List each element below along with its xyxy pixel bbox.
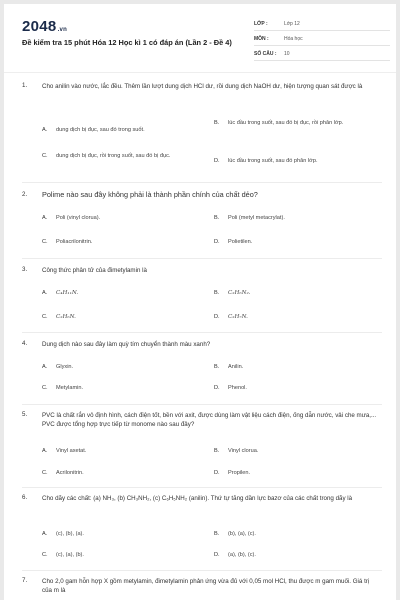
question-text: Cho 2,0 gam hỗn hợp X gồm metylamin, đimetylamin phản ứng vừa đủ với 0,05 mol HCl, thu được m gam muối. Giá trị của m là — [42, 578, 370, 594]
option-b[interactable]: B. Poli (metyl metacrylat). — [214, 215, 285, 221]
option-a[interactable]: A. C₄H₁₁N. — [42, 290, 79, 296]
option-b[interactable]: B. Vinyl clorua. — [214, 448, 259, 454]
question-text: Cho anilin vào nước, lắc đều. Thêm lần lượt dung dịch HCl dư, rồi dung dịch NaOH dư, hiện tượng quan sát được là — [42, 83, 363, 90]
meta-row-class: LỚP : Lớp 12 — [254, 18, 390, 31]
option-c[interactable]: C. Poliacrilonitrin. — [42, 239, 93, 245]
option-c[interactable]: C. (c), (a), (b). — [42, 552, 84, 558]
meta-row-subject: MÔN : Hóa học — [254, 33, 390, 46]
option-a[interactable]: A. Vinyl axetat. — [42, 448, 87, 454]
option-b[interactable]: B. lúc đầu trong suốt, sau đó bị đục, rồi phân lớp. — [214, 120, 344, 126]
divider — [22, 332, 382, 333]
option-c[interactable]: C. Metylamin. — [42, 385, 84, 391]
option-c[interactable]: C. C₂H₆N. — [42, 314, 76, 320]
option-d[interactable]: D. Polietilen. — [214, 239, 253, 245]
question-text: PVC là chất rắn vô định hình, cách điện tốt, bền với axit, được dùng làm vật liệu cách điện, ống dẫn nước, vải che mưa,... PVC được tổng hợp trực tiếp từ monome nào sau đây? — [42, 412, 377, 428]
divider — [22, 182, 382, 183]
site-logo[interactable]: 2048.vn — [22, 18, 68, 35]
option-d[interactable]: D. lúc đầu trong suốt, sau đó phân lớp. — [214, 158, 318, 164]
option-b[interactable]: B. C₂H₆N₂. — [214, 290, 251, 296]
option-a[interactable]: A. dung dịch bị đục, sau đó trong suốt. — [42, 127, 145, 133]
option-c[interactable]: C. dung dịch bị đục, rồi trong suốt, sau đó bị đục. — [42, 153, 171, 159]
question-text: Polime nào sau đây không phải là thành phần chính của chất dẻo? — [42, 190, 258, 199]
option-b[interactable]: B. (b), (a), (c). — [214, 531, 256, 537]
divider — [22, 487, 382, 488]
header — [4, 4, 396, 73]
option-a[interactable]: A. Glyxin. — [42, 364, 74, 370]
question-text: Công thức phân tử của đimetylamin là — [42, 267, 147, 274]
option-d[interactable]: D. (a), (b), (c). — [214, 552, 256, 558]
option-a[interactable]: A. (c), (b), (a). — [42, 531, 84, 537]
meta-row-count: SỐ CÂU : 10 — [254, 48, 390, 61]
divider — [22, 570, 382, 571]
exam-page: 2048.vn Đề kiểm tra 15 phút Hóa 12 Học kì 1 có đáp án (Lần 2 - Đề 4) LỚP : Lớp 12 MÔN : Hóa học SỐ CÂU : 10 1. Cho anilin vào nước, lắc đều. Thêm lần lượt dung dịch HCl dư, rồi dung dịch NaOH dư, hiện tượng quan sát được là A. dung dịch bị đục, sau đó trong suốt. B. lúc đầu trong suốt, sau đó bị đục, rồi phân lớp. C. dung dịch bị đục, rồi trong suốt, sau đó bị đục. D. lúc đầu trong suốt, sau đó phân lớp. 2. Polime nào sau đây không phải là thành phần chính của chất dẻo? A. Poli (vinyl clorua). B. Poli (metyl metacrylat). C. Poliacrilonitrin. D. Polietilen. 3. Công thức phân tử của đimetylamin là A. C₄H₁₁N. B. C₂H₆N₂. C. C₂H₆N. D. C₂H₇N. 4. Dung dịch nào sau đây làm quỳ tím chuyển thành màu xanh? A. Glyxin. B. Anilin. C. Metylamin. D. Phenol. 5. PVC là chất rắn vô định hình, cách điện tốt, bền với axit, được dùng làm vật liệu cách điện, ống dẫn nước, vải che mưa,... PVC được tổng hợp trực tiếp từ monome nào sau đây? A. Vinyl axetat. B. Vinyl clorua. C. Acrilonitrin. D. Propilen. 6. Cho dãy các chất: (a) NH₃, (b) CH₃NH₂, (c) C₆H₅NH₂ (anilin). Thứ tự tăng dần lực bazơ của các chất trong dãy là A. (c), (b), (a). B. (b), (a), (c). C. (c), (a), (b). D. (a), (b), (c). 7. Cho 2,0 gam hỗn hợp X gồm metylamin, đimetylamin phản ứng vừa đủ với 0,05 mol HCl, thu được m gam muối. Giá trị của m là — [4, 4, 396, 600]
meta-info — [254, 18, 390, 63]
question-text: Dung dịch nào sau đây làm quỳ tím chuyển thành màu xanh? — [42, 341, 211, 348]
page-title: Đề kiểm tra 15 phút Hóa 12 Học kì 1 có đáp án (Lần 2 - Đề 4) — [22, 38, 232, 47]
option-d[interactable]: D. Phenol. — [214, 385, 247, 391]
divider — [22, 404, 382, 405]
option-c[interactable]: C. Acrilonitrin. — [42, 470, 84, 476]
option-a[interactable]: A. Poli (vinyl clorua). — [42, 215, 101, 221]
option-d[interactable]: D. Propilen. — [214, 470, 251, 476]
divider — [22, 258, 382, 259]
question-text: Cho dãy các chất: (a) NH₃, (b) CH₃NH₂, (c) C₆H₅NH₂ (anilin). Thứ tự tăng dần lực bazơ của các chất trong dãy là — [42, 495, 353, 502]
option-b[interactable]: B. Anilin. — [214, 364, 244, 370]
option-d[interactable]: D. C₂H₇N. — [214, 314, 248, 320]
